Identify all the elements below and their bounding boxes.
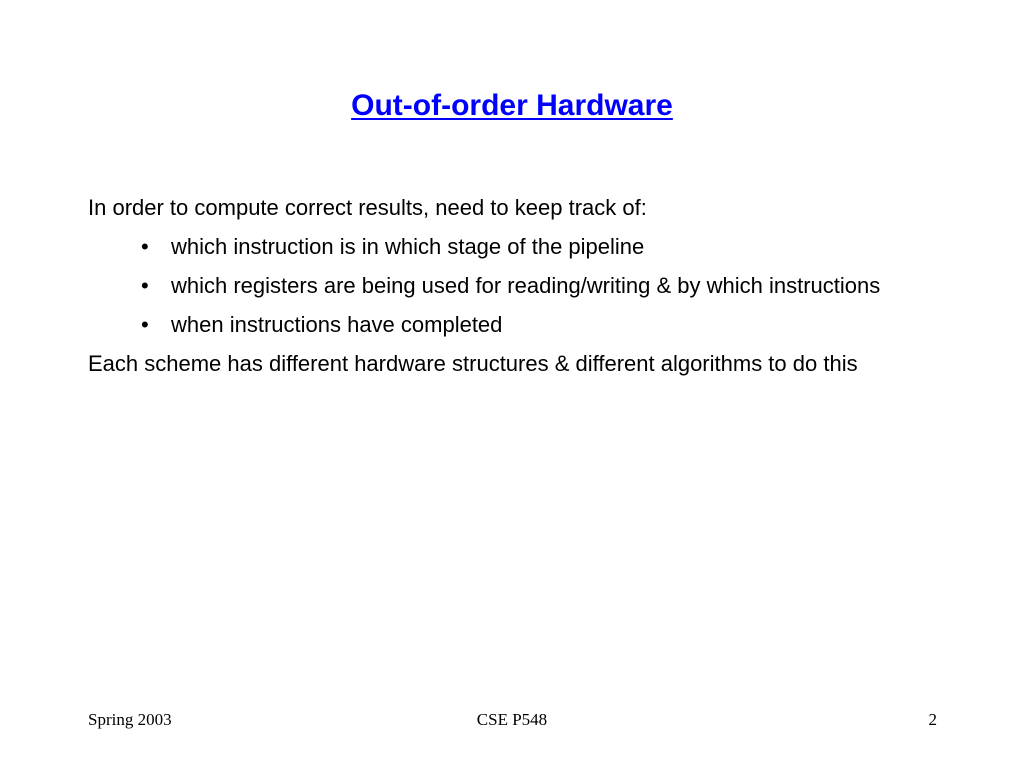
footer-page-number: 2 xyxy=(928,710,937,729)
bullet-text: when instructions have completed xyxy=(171,312,503,337)
footer-course: CSE P548 xyxy=(476,710,548,729)
footer-date: Spring 2003 xyxy=(88,710,172,729)
bullet-text: which instruction is in which stage of the pipeline xyxy=(171,234,645,259)
bullet-list xyxy=(88,232,958,340)
slide-title: Out-of-order Hardware xyxy=(351,89,673,122)
bullet-dot-icon: • xyxy=(141,312,149,337)
slide-body xyxy=(88,193,958,388)
intro-paragraph: In order to compute correct results, need to keep track of: xyxy=(88,195,647,220)
bullet-text: which registers are being used for reading/writing & by which instructions xyxy=(171,273,881,298)
bullet-item xyxy=(88,232,958,262)
bullet-item xyxy=(88,310,958,340)
bullet-dot-icon: • xyxy=(141,273,149,298)
bullet-dot-icon: • xyxy=(141,234,149,259)
bullet-item xyxy=(88,271,958,301)
closing-paragraph: Each scheme has different hardware structures & different algorithms to do this xyxy=(88,351,858,376)
